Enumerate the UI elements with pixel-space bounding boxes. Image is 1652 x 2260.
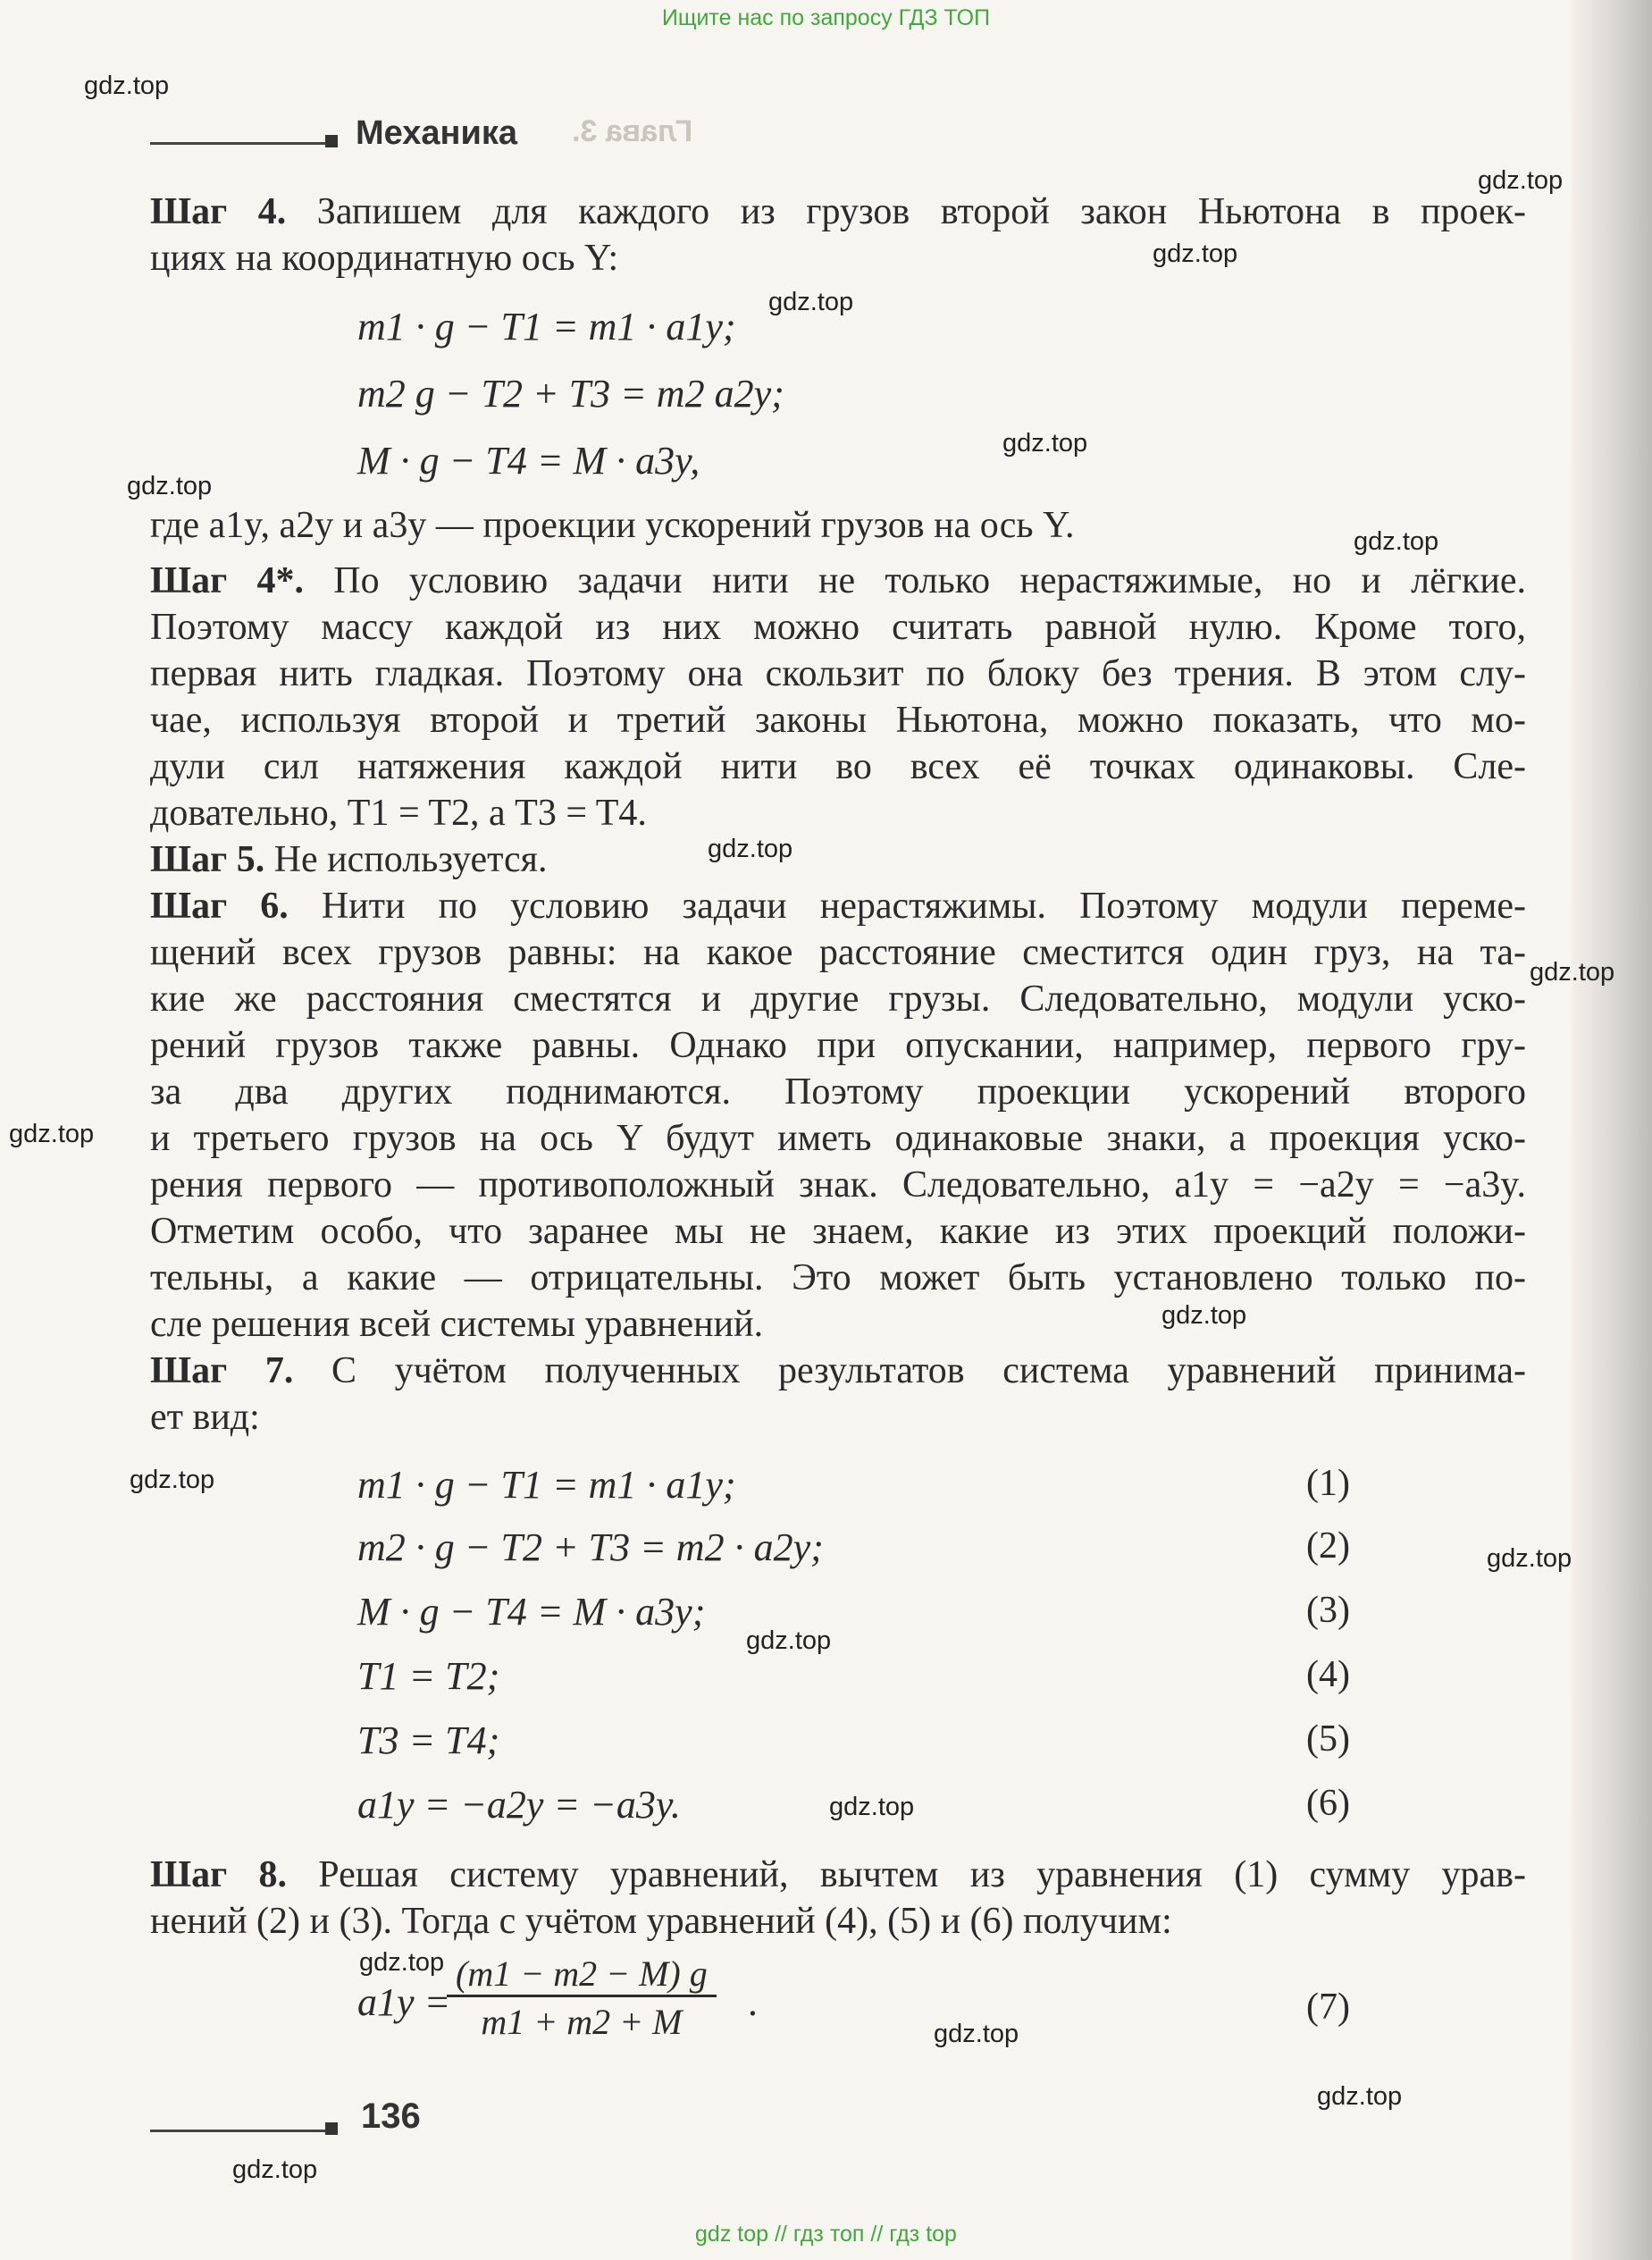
equation: M · g − T4 = M · a3y, — [357, 439, 700, 483]
equation-number: (6) — [1306, 1783, 1350, 1824]
watermark: gdz.top — [1317, 2082, 1403, 2111]
equation-number: (7) — [1306, 1987, 1350, 2028]
equation-number: (2) — [1306, 1525, 1350, 1567]
page-number: 136 — [361, 2096, 421, 2136]
watermark: gdz.top — [127, 472, 213, 500]
paragraph-line: сле решения всей системы уравнений. — [150, 1304, 764, 1345]
watermark: gdz.top — [1478, 166, 1564, 195]
equation-number: (4) — [1306, 1654, 1350, 1695]
equation: T1 = T2; — [357, 1654, 500, 1698]
paragraph-line: первая нить гладкая. Поэтому она скользит по блоку без трения. В этом слу- — [150, 653, 1526, 694]
equation: m1 · g − T1 = m1 · a1y; — [357, 305, 736, 349]
paragraph-line: тельны, а какие — отрицательны. Это может быть установлено только по- — [150, 1257, 1526, 1298]
paragraph-line: Шаг 5. Не используется. — [150, 839, 548, 880]
paragraph-line: где a1y, a2y и a3y — проекции ускорений грузов на ось Y. — [150, 505, 1075, 546]
equation: m1 · g − T1 = m1 · a1y; — [357, 1463, 736, 1507]
paragraph-line: и третьего грузов на ось Y будут иметь одинаковые знаки, а проекция уско- — [150, 1118, 1526, 1159]
paragraph-line: кие же расстояния сместятся и другие грузы. Следовательно, модули уско- — [150, 979, 1526, 1020]
equation-number: (5) — [1306, 1718, 1350, 1760]
bottom-banner[interactable]: gdz top // гдз топ // гдз top — [695, 2222, 957, 2247]
paragraph-line: ет вид: — [150, 1397, 260, 1438]
result-fraction — [447, 1953, 717, 2043]
watermark: gdz.top — [232, 2155, 318, 2184]
watermark: gdz.top — [934, 2020, 1019, 2048]
bleed-through-text: Глава 3. — [572, 114, 693, 148]
footer-marker — [325, 2122, 338, 2135]
paragraph-line: Шаг 4*. По условию задачи нити не только нерастяжимые, но и лёгкие. — [150, 560, 1526, 601]
watermark: gdz.top — [359, 1948, 445, 1977]
watermark: gdz.top — [1161, 1301, 1247, 1330]
paragraph-line: дули сил натяжения каждой нити во всех её точках одинаковы. Сле- — [150, 746, 1526, 787]
watermark: gdz.top — [1487, 1544, 1572, 1573]
watermark: gdz.top — [1530, 958, 1615, 987]
fraction-numerator: (m1 − m2 − M) g — [447, 1953, 717, 1997]
watermark: gdz.top — [1354, 527, 1439, 556]
paragraph-line: Шаг 7. С учётом полученных результатов система уравнений принима- — [150, 1350, 1526, 1391]
header-marker — [325, 135, 338, 147]
watermark: gdz.top — [768, 288, 854, 316]
paragraph-line: довательно, T1 = T2, а T3 = T4. — [150, 793, 647, 834]
paragraph-line: Отметим особо, что заранее мы не знаем, какие из этих проекций положи- — [150, 1211, 1526, 1252]
paragraph-line: рений грузов также равны. Однако при опускании, например, первого гру- — [150, 1025, 1526, 1066]
watermark: gdz.top — [84, 71, 170, 100]
equation: a1y = −a2y = −a3y. — [357, 1783, 681, 1827]
section-title: Механика — [356, 114, 518, 152]
watermark: gdz.top — [746, 1626, 832, 1655]
equation: M · g − T4 = M · a3y; — [357, 1590, 706, 1634]
paragraph-line: циях на координатную ось Y: — [150, 238, 619, 279]
fraction-denominator: m1 + m2 + M — [481, 2002, 683, 2042]
equation-number: (3) — [1306, 1590, 1350, 1631]
equation: T3 = T4; — [357, 1718, 500, 1762]
result-lhs: a1y = — [357, 1980, 451, 2024]
watermark: gdz.top — [130, 1466, 215, 1494]
watermark: gdz.top — [708, 835, 793, 863]
paragraph-line: чае, используя второй и третий законы Ньютона, можно показать, что мо- — [150, 700, 1526, 741]
paragraph-line: Шаг 6. Нити по условию задачи нерастяжимы. Поэтому модули переме- — [150, 886, 1526, 927]
paragraph-line: Поэтому массу каждой из них можно считать равной нулю. Кроме того, — [150, 607, 1526, 648]
watermark: gdz.top — [829, 1793, 915, 1821]
footer-rule — [150, 2130, 329, 2132]
paragraph-line: за два других поднимаются. Поэтому проекции ускорений второго — [150, 1071, 1526, 1113]
equation: m2 g − T2 + T3 = m2 a2y; — [357, 372, 784, 416]
watermark: gdz.top — [1002, 429, 1088, 458]
top-banner[interactable]: Ищите нас по запросу ГДЗ ТОП — [661, 5, 991, 30]
header-rule — [150, 142, 329, 145]
equation-number: (1) — [1306, 1463, 1350, 1504]
watermark: gdz.top — [1153, 239, 1238, 268]
paragraph-line: Шаг 8. Решая систему уравнений, вычтем из уравнения (1) сумму урав- — [150, 1854, 1526, 1895]
paragraph-line: щений всех грузов равны: на какое расстояние сместится один груз, на та- — [150, 932, 1526, 973]
paragraph-line: рения первого — противоположный знак. Следовательно, a1y = −a2y = −a3y. — [150, 1164, 1526, 1206]
equation: m2 · g − T2 + T3 = m2 · a2y; — [357, 1525, 824, 1569]
paragraph-line: Шаг 4. Запишем для каждого из грузов второй закон Ньютона в проек- — [150, 191, 1526, 232]
watermark: gdz.top — [9, 1120, 95, 1148]
page-edge-shadow — [1572, 0, 1652, 2260]
result-period: . — [749, 1980, 759, 2024]
paragraph-line: нений (2) и (3). Тогда с учётом уравнений (4), (5) и (6) получим: — [150, 1901, 1172, 1942]
